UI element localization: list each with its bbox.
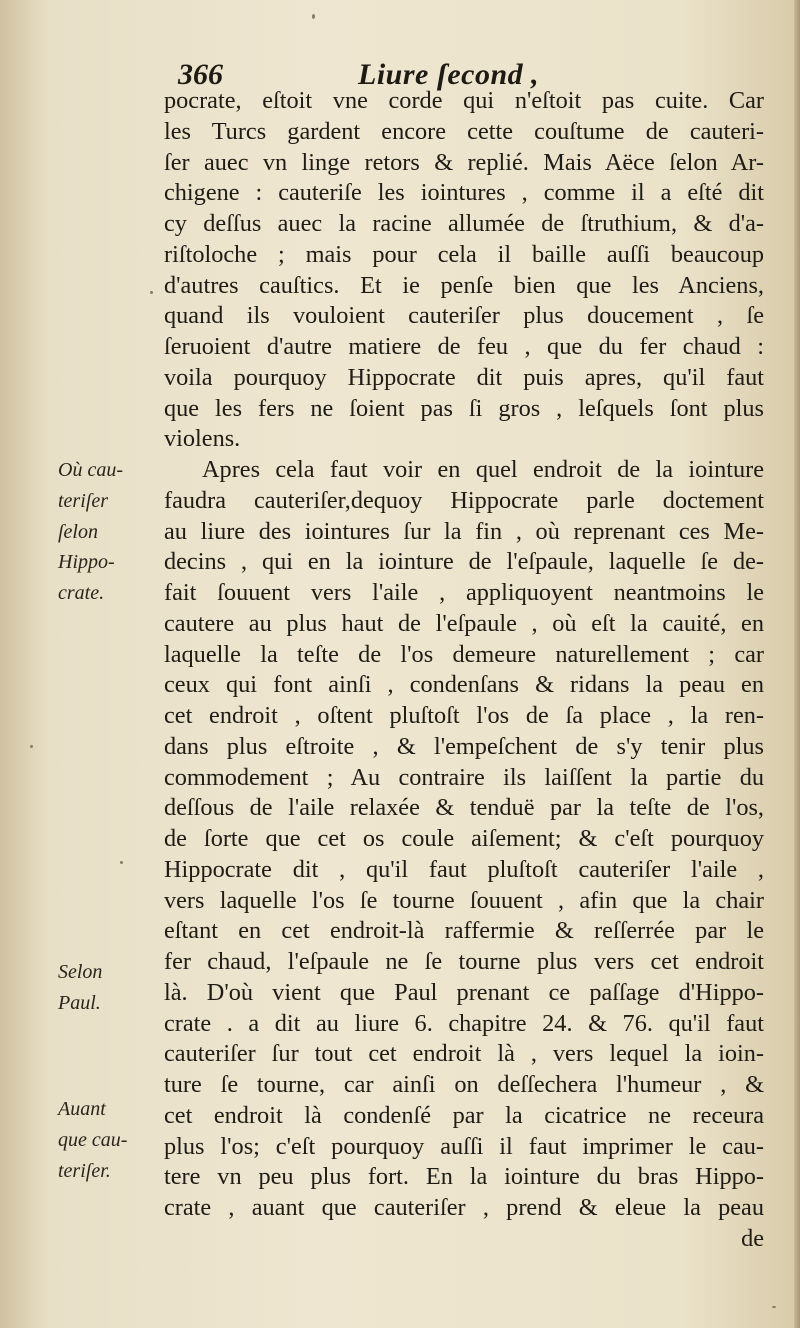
paper-speck [30,745,33,748]
paper-speck [772,1306,776,1308]
margin-note-line: Où cau- [58,459,123,481]
text-line: que les fers ne ſoient pas ſi gros , leſquels ſont plus [164,394,764,422]
margin-note-line: teriſer. [58,1159,111,1182]
margin-note-before-cauterizing [58,1094,158,1186]
text-line: de ſorte que cet os coule aiſement; & c'eſt pourquoy [164,825,764,852]
text-line: dans plus eſtroite , & l'empeſchent de s'y tenir plus [164,732,764,760]
margin-note-where-to-cauterize [58,455,158,609]
text-line: commodement ; Au contraire ils laiſſent la partie du [164,763,764,791]
text-line: les Turcs gardent encore cette couſtume de cauteri- [164,117,764,145]
margin-note-line: ſelon [58,520,98,543]
text-line: pocrate, eſtoit vne corde qui n'eſtoit pas cuite. Car [164,87,764,114]
margin-note-line: Selon [58,961,103,983]
text-line: ceux qui font ainſi , condenſans & ridans la peau en [164,671,764,699]
text-line: au liure des iointures ſur la fin , où reprenant ces Me- [164,517,764,545]
page-number: 366 [178,58,223,91]
text-line: cy deſſus auec la racine allumée de ſtruthium, & d'a- [164,210,764,237]
text-line: ſeruoient d'autre matiere de feu , que du fer chaud : [164,333,764,360]
text-line: laquelle la teſte de l'os demeure naturellement ; car [164,640,764,668]
text-line: riſtoloche ; mais pour cela il baille auſſi beaucoup [164,240,764,268]
paper-speck [120,861,123,864]
text-line: d'autres cauſtics. Et ie penſe bien que les Anciens, [164,271,764,299]
margin-note-line: Paul. [58,991,101,1014]
text-line: cet endroit là condenſé par la cicatrice ne receura [164,1101,764,1129]
margin-note-line: que cau- [58,1128,128,1151]
margin-note-line: teriſer [58,489,108,512]
text-line: cautere au plus haut de l'eſpaule , où eſt la cauité, en [164,609,764,637]
text-line: quand ils vouloient cauteriſer plus doucement , ſe [164,302,764,330]
running-head: Liure ſecond , [358,58,540,91]
text-line: fer chaud, l'eſpaule ne ſe tourne plus vers cet endroit [164,948,764,975]
text-line: plus l'os; c'eſt pourquoy auſſi il faut imprimer le cau- [164,1132,764,1160]
text-line: voila pourquoy Hippocrate dit puis apres, qu'il faut [164,363,764,391]
catchword: de [741,1224,764,1252]
text-line: là. D'où vient que Paul prenant ce paſſage d'Hippo- [164,978,764,1006]
text-line: deſſous de l'aile relaxée & tenduë par la teſte de l'os, [164,794,764,822]
margin-note-line: Auant [58,1098,106,1120]
text-line: cauteriſer ſur tout cet endroit là , vers lequel la ioin- [164,1040,764,1068]
text-line: violens. [164,425,241,453]
text-line: ture ſe tourne, car ainſi on deſſechera l'humeur , & [164,1071,764,1098]
paper-speck [150,291,153,294]
text-line: decins , qui en la iointure de l'eſpaule, laquelle ſe de- [164,548,764,576]
text-line: vers laquelle l'os ſe tourne ſouuent , afin que la chair [164,886,764,914]
text-line: Hippocrate dit , qu'il faut pluſtoſt cauteriſer l'aile , [164,855,764,883]
margin-note-line: crate. [58,582,105,604]
page-edge [794,0,800,1328]
text-line: crate , auant que cauteriſer , prend & eleue la peau [164,1194,764,1221]
paper-speck [312,14,315,19]
text-line: tere vn peu plus fort. En la iointure du bras Hippo- [164,1163,764,1191]
margin-note-line: Hippo- [58,551,115,574]
text-line: crate . a dit au liure 6. chapitre 24. & 76. qu'il faut [164,1009,764,1037]
text-line: fait ſouuent vers l'aile , appliquoyent neantmoins le [164,579,764,606]
text-line: ſer auec vn linge retors & replié. Mais Aëce ſelon Ar- [164,148,764,176]
text-line: cet endroit , oſtent pluſtoſt l'os de ſa place , la ren- [164,702,764,729]
text-line: eſtant en cet endroit-là raffermie & reſſerrée par le [164,917,764,945]
text-line: Apres cela faut voir en quel endroit de la iointure [202,456,764,483]
text-line: faudra cauteriſer,dequoy Hippocrate parle doctement [164,486,764,514]
text-line: chigene : cauteriſe les iointures , comme il a eſté dit [164,179,764,207]
body-text [164,86,764,1255]
margin-note-paul [58,957,158,1019]
